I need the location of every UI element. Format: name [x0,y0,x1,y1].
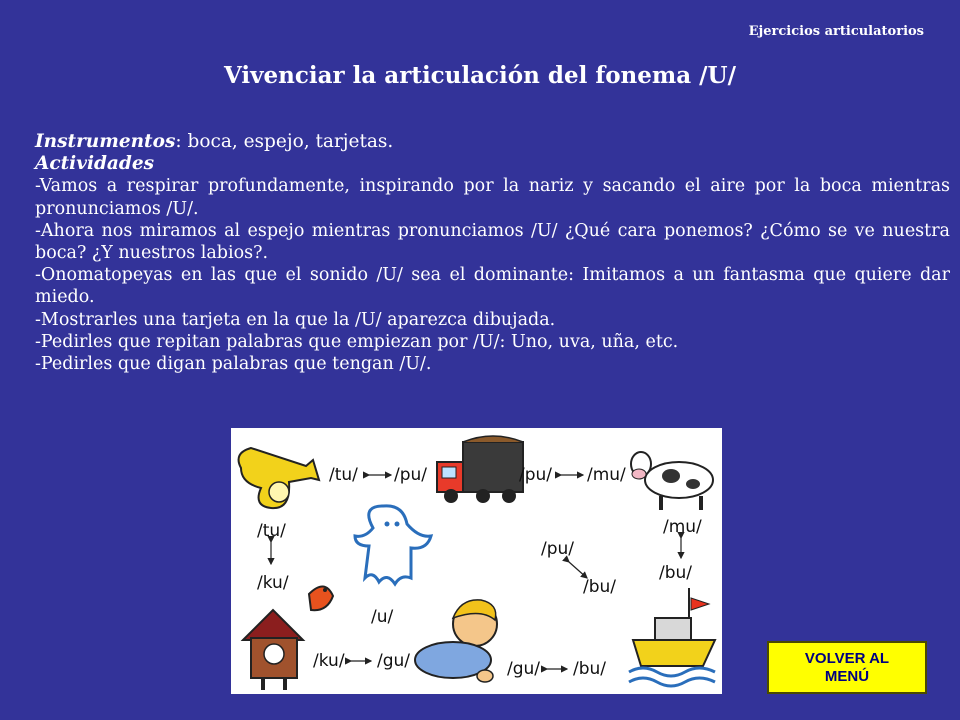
instruments-line [35,131,950,153]
label-truck-mu: /mu/ [587,465,626,485]
back-to-menu-line2: MENÚ [824,667,870,685]
page-title: Vivenciar la articulación del fonema /U/ [223,62,737,89]
content-body [35,131,950,375]
label-baby-gu: /gu/ [507,659,541,679]
cow-icon [631,452,713,510]
activity-item: -Onomatopeyas en las que el sonido /U/ sea el dominante: Imitamos a un fantasma que quiere dar miedo. [35,265,950,308]
label-bottom-ku: /ku/ [313,651,345,671]
label-truck-pu: /pu/ [519,465,553,485]
label-left-tu: /tu/ [257,521,286,541]
baby-icon [415,600,497,682]
activity-item: -Mostrarles una tarjeta en la que la /U/ aparezca dibujada. [35,309,556,330]
phoneme-illustration [231,428,722,694]
back-to-menu-label [805,650,889,686]
back-to-menu-line1: VOLVER AL [804,649,890,667]
ghost-icon [355,506,431,584]
section-label: Ejercicios articulatorios [748,24,924,39]
back-to-menu-button[interactable] [767,641,927,694]
label-center-pu: /pu/ [541,539,575,559]
label-bottom-gu: /gu/ [377,651,411,671]
boat-icon [629,588,715,686]
label-baby-bu: /bu/ [573,659,607,679]
activities-heading: Actividades [35,153,155,175]
label-center-bu: /bu/ [583,577,617,597]
instruments-label: Instrumentos [35,131,176,152]
label-right-mu: /mu/ [663,517,702,537]
label-left-ku: /ku/ [257,573,289,593]
activity-item: -Pedirles que repitan palabras que empiezan por /U/: Uno, uva, uña, etc. [35,331,679,352]
cuckoo-clock-icon [243,586,333,690]
label-right-bu: /bu/ [659,563,693,583]
label-trumpet-tu: /tu/ [329,465,358,485]
activity-item: -Vamos a respirar profundamente, inspirando por la nariz y sacando el aire por la boca mientras pronunciamos /U/. [35,176,950,219]
trumpet-icon [239,448,319,508]
truck-icon [437,436,523,503]
activity-item: -Ahora nos miramos al espejo mientras pronunciamos /U/ ¿Qué cara ponemos? ¿Cómo se ve nuestra boca? ¿Y nuestros labios?. [35,220,950,264]
instruments-text: boca, espejo, tarjetas. [181,131,394,152]
label-trumpet-pu: /pu/ [394,465,428,485]
label-ghost-u: /u/ [371,607,394,627]
instruments-sep: : [175,131,182,152]
activity-item: -Pedirles que digan palabras que tengan /U/. [35,354,432,375]
